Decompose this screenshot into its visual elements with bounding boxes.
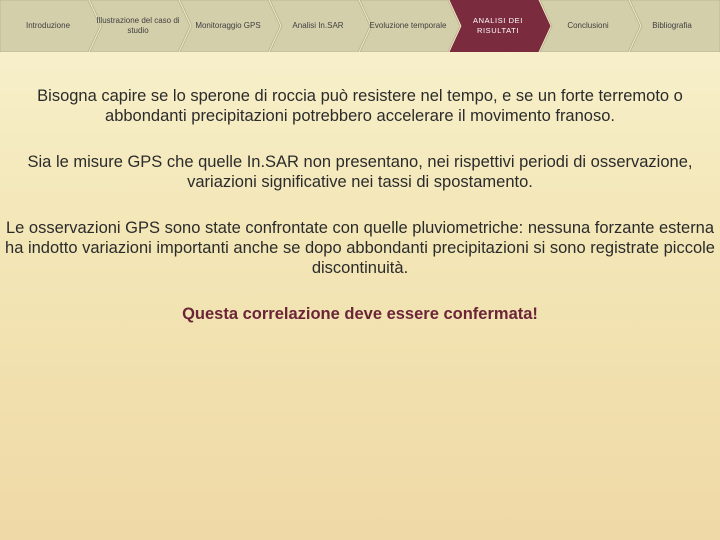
nav-item-conclusioni[interactable]: Conclusioni — [567, 21, 609, 30]
nav-item-introduzione[interactable]: Introduzione — [25, 21, 71, 30]
paragraph-misure: Sia le misure GPS che quelle In.SAR non presentano, nei rispettivi periodi di osservazione, variazioni significative nei tassi di spostamento. — [27, 153, 693, 191]
nav-item-caso-di-studio[interactable]: Illustrazione del caso di studio — [96, 16, 180, 35]
nav-item-analisi-risultati[interactable]: ANALISI DEI RISULTATI — [473, 16, 523, 35]
nav-item-bibliografia[interactable]: Bibliografia — [652, 21, 692, 30]
emphasis-statement: Questa correlazione deve essere confermata! — [182, 305, 538, 323]
paragraph-osservazioni: Le osservazioni GPS sono state confrontate con quelle pluviometriche: nessuna forzante esterna ha indotto variazioni importanti anche se dopo abbondanti precipitazioni si sono registrate piccole discontinuità. — [5, 219, 715, 277]
nav-item-evoluzione-temporale[interactable]: Evoluzione temporale — [369, 21, 447, 30]
nav-item-monitoraggio-gps[interactable]: Monitoraggio GPS — [195, 21, 261, 30]
paragraph-sperone: Bisogna capire se lo sperone di roccia può resistere nel tempo, e se un forte terremoto o abbondanti precipitazioni potrebbero accelerare il movimento franoso. — [37, 87, 683, 125]
nav-item-analisi-insar[interactable]: Analisi In.SAR — [292, 21, 344, 30]
section-navigation — [0, 0, 720, 52]
